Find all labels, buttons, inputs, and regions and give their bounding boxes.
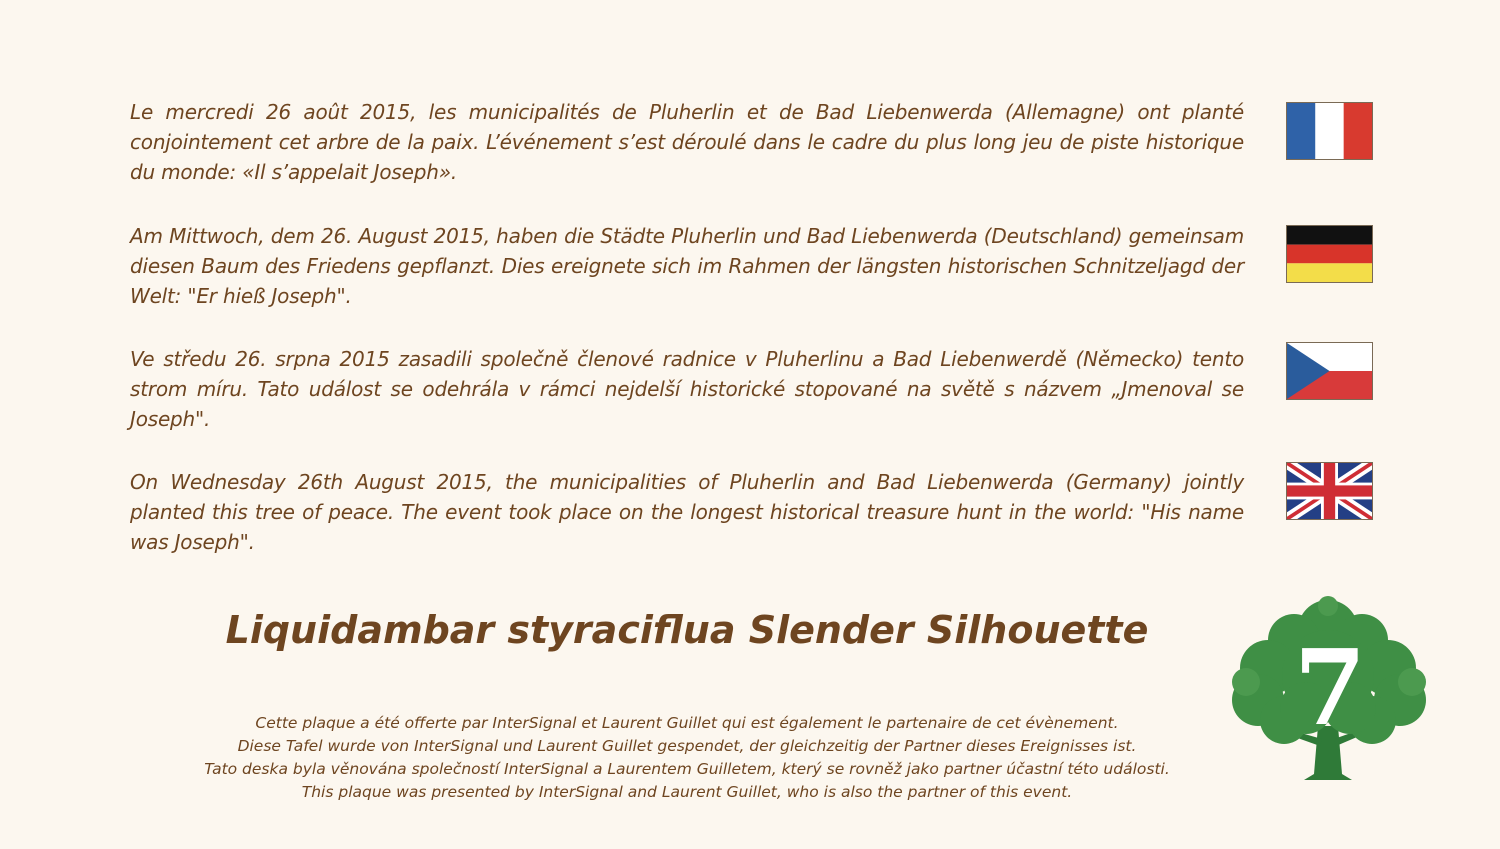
- paragraph-czech: Ve středu 26. srpna 2015 zasadili společně členové radnice v Pluherlinu a Bad Liebenwerdě (Německo) tento strom míru. Tato událost se odehrála v rámci nejdelší historické stopované na světě s názvem „Jmenoval se Joseph".: [130, 347, 1244, 431]
- species-title: Liquidambar styraciflua Slender Silhouette: [225, 608, 1149, 652]
- uk-flag-icon: [1286, 462, 1373, 520]
- paragraph-german: Am Mittwoch, dem 26. August 2015, haben die Städte Pluherlin und Bad Liebenwerda (Deutschland) gemeinsam diesen Baum des Friedens gepflanzt. Dies ereignete sich im Rahmen der längsten historischen Schnitzeljagd der Welt: "Er hieß Joseph".: [130, 224, 1244, 308]
- credits-block: [130, 712, 1244, 804]
- tree-number: 7: [1293, 626, 1367, 749]
- tree-emblem: [1222, 596, 1434, 786]
- paragraph-english: On Wednesday 26th August 2015, the municipalities of Pluherlin and Bad Liebenwerda (Germany) jointly planted this tree of peace. The event took place on the longest historical treasure hunt in the world: "His name was Joseph".: [130, 470, 1244, 554]
- paragraph-french: Le mercredi 26 août 2015, les municipalités de Pluherlin et de Bad Liebenwerda (Allemagne) ont planté conjointement cet arbre de la paix. L’événement s’est déroulé dans le cadre du plus long jeu de piste historique du monde: «Il s’appelait Joseph».: [130, 100, 1244, 184]
- credit-line-czech: Tato deska byla věnována společností InterSignal a Laurentem Guilletem, který se rovněž jako partner účastní této události.: [204, 760, 1170, 778]
- german-flag-icon: [1286, 225, 1373, 283]
- credit-line-french: Cette plaque a été offerte par InterSignal et Laurent Guillet qui est également le partenaire de cet évènement.: [255, 714, 1119, 732]
- credit-line-english: This plaque was presented by InterSignal and Laurent Guillet, who is also the partner of this event.: [301, 783, 1073, 801]
- credit-line-german: Diese Tafel wurde von InterSignal und Laurent Guillet gespendet, der gleichzeitig der Partner dieses Ereignisses ist.: [237, 737, 1137, 755]
- czech-flag-icon: [1286, 342, 1373, 400]
- french-flag-icon: [1286, 102, 1373, 160]
